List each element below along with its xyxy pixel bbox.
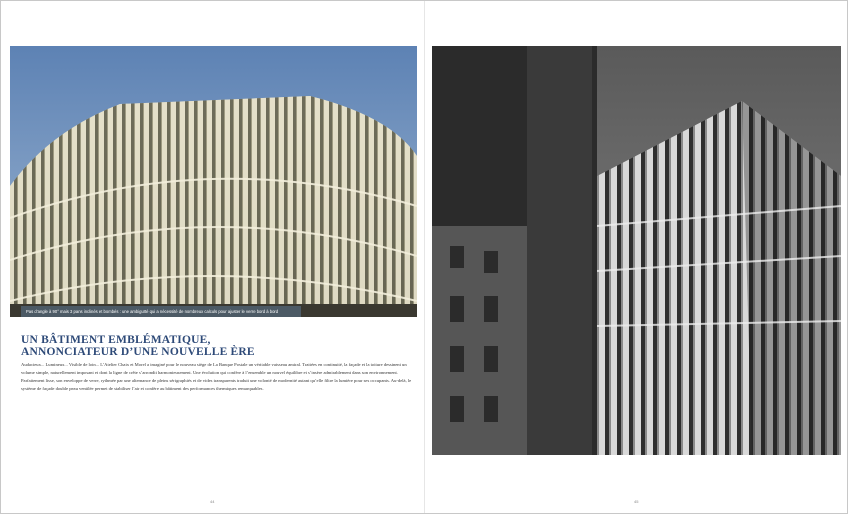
facade-illustration <box>10 46 417 317</box>
headline-line-1: UN BÂTIMENT EMBLÉMATIQUE, <box>21 334 211 346</box>
photo-caption: Pas d’angle à 90° mais 3 pans inclinés et bombés : une ambiguïté qui a nécessité de nombreux calculs pour ajuster le verre bord à bord <box>21 306 301 317</box>
corner-illustration <box>432 46 841 455</box>
building-facade-photo <box>10 46 417 317</box>
article-headline <box>21 334 321 358</box>
building-corner-bw-photo <box>432 46 841 455</box>
page-number-right: 45 <box>634 499 639 504</box>
page-number-left: 44 <box>210 499 215 504</box>
page-gutter <box>424 1 425 513</box>
body-paragraph-1: Audacieux... Lumineux... Visible de loin... L’Atelier Chaix et Morel a imaginé pour le nouveau siège de La Banque Postale un véritable vaisseau amiral. Traitées en continuité, la façade et la toiture dessinent un volume simple, naturellement imposant et dont la ligne de crête s’arrondit harmonieusement. Une évolution qui confère à l’ensemble un nouvel équilibre et s’insère admirablement dans son environnement. <box>21 362 407 375</box>
article-body <box>21 361 414 393</box>
body-paragraph-2: Parfaitement lisse, son enveloppe de verre, rythmée par une alternance de pleins sérigraphiés et de vides transparents traduit une volonté de modernité autant qu’elle filtre la lumière pour ses occupants. Au-delà, le système de façade double peau ventilée permet de stabiliser l’air et confère au bâtiment des performances thermiques remarquables. <box>21 378 412 391</box>
headline-line-2: ANNONCIATEUR D’UNE NOUVELLE ÈRE <box>21 346 255 358</box>
